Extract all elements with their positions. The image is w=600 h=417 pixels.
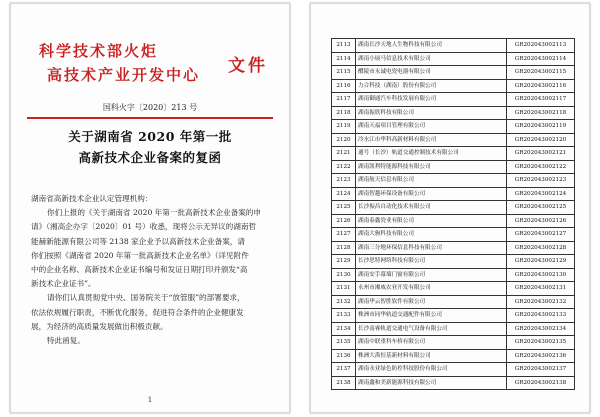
company-name-cell: 湖南安手幕墙门窗有限公司 bbox=[356, 268, 507, 282]
company-name-cell: 湖南永业绿色防控科技股份有限公司 bbox=[356, 363, 507, 377]
letterhead bbox=[25, 36, 277, 96]
table-row bbox=[332, 282, 575, 296]
row-number-cell: 2128 bbox=[332, 241, 356, 255]
body-line: 展，为经济的高质量发展做出积极贡献。 bbox=[31, 321, 168, 331]
row-number-cell: 2120 bbox=[332, 133, 356, 147]
row-number-cell: 2133 bbox=[332, 309, 356, 323]
certificate-number-cell: GR202043002118 bbox=[507, 106, 575, 120]
body-line: 特此函复。 bbox=[47, 336, 85, 346]
certificate-number-cell: GR202043002136 bbox=[507, 349, 575, 363]
table-row bbox=[332, 228, 575, 242]
certificate-number-cell: GR202043002121 bbox=[507, 147, 575, 161]
row-number-cell: 2138 bbox=[332, 376, 356, 390]
company-name-cell: 湖南鑫和美新能源科技有限公司 bbox=[356, 376, 507, 390]
company-name-cell: 株洲市同华轨道交通配件有限公司 bbox=[356, 309, 507, 323]
row-number-cell: 2113 bbox=[332, 39, 356, 53]
company-name-cell: 湖南长沙天地人生物科技有限公司 bbox=[356, 39, 507, 53]
table-row bbox=[332, 187, 575, 201]
row-number-cell: 2125 bbox=[332, 201, 356, 215]
letter-body bbox=[31, 192, 273, 348]
row-number-cell: 2135 bbox=[332, 336, 356, 350]
document-title-line1: 关于湖南省 2020 年第一批 bbox=[68, 129, 232, 144]
row-number-cell: 2117 bbox=[332, 93, 356, 107]
row-number-cell: 2129 bbox=[332, 255, 356, 269]
certificate-number-cell: GR202043002122 bbox=[507, 160, 575, 174]
enterprise-table bbox=[331, 38, 575, 390]
row-number-cell: 2114 bbox=[332, 52, 356, 66]
certificate-number-cell: GR202043002131 bbox=[507, 282, 575, 296]
row-number-cell: 2123 bbox=[332, 174, 356, 188]
row-number-cell: 2137 bbox=[332, 363, 356, 377]
company-name-cell: 长沙南睿轨道交通电气设备有限公司 bbox=[356, 322, 507, 336]
certificate-number-cell: GR202043002114 bbox=[507, 52, 575, 66]
letterhead-org-line2: 高技术产业开发中心 bbox=[47, 66, 201, 84]
company-name-cell: 湖南大驹科技有限公司 bbox=[356, 228, 507, 242]
row-number-cell: 2115 bbox=[332, 66, 356, 80]
company-name-cell: 永州市湘威农业开发有限公司 bbox=[356, 282, 507, 296]
body-line: 新技术企业证书”。 bbox=[31, 279, 96, 289]
body-line: 你们上报的《关于湖南省 2020 年第一批高新技术企业备案的申 bbox=[47, 208, 261, 218]
certificate-number-cell: GR202043002129 bbox=[507, 255, 575, 269]
certificate-number-cell: GR202043002130 bbox=[507, 268, 575, 282]
body-line: 请你们认真贯彻党中央、国务院关于“放管服”的部署要求， bbox=[47, 293, 245, 303]
table-row bbox=[332, 268, 575, 282]
row-number-cell: 2121 bbox=[332, 147, 356, 161]
company-name-cell: 湖南凯利特能源科技有限公司 bbox=[356, 160, 507, 174]
enterprise-table-body bbox=[332, 39, 575, 390]
row-number-cell: 2132 bbox=[332, 295, 356, 309]
row-number-cell: 2119 bbox=[332, 120, 356, 134]
table-row bbox=[332, 309, 575, 323]
company-name-cell: 湖南泰鑫瓷业有限公司 bbox=[356, 214, 507, 228]
row-number-cell: 2116 bbox=[332, 79, 356, 93]
body-line: 依法依规履行职责，不断优化服务，促进符合条件的企业健康发 bbox=[31, 307, 244, 317]
body-line: 能赫新能源有限公司等 2138 家企业予以高新技术企业备案，请 bbox=[31, 236, 245, 246]
company-name-cell: 湖南小展马信息技术有限公司 bbox=[356, 52, 507, 66]
certificate-number-cell: GR202043002124 bbox=[507, 187, 575, 201]
row-number-cell: 2134 bbox=[332, 322, 356, 336]
row-number-cell: 2131 bbox=[332, 282, 356, 296]
page-number: 1 bbox=[147, 396, 153, 404]
table-row bbox=[332, 322, 575, 336]
table-row bbox=[332, 133, 575, 147]
certificate-number-cell: GR202043002113 bbox=[507, 39, 575, 53]
row-number-cell: 2130 bbox=[332, 268, 356, 282]
letterhead-org-line1: 科学技术部火炬 bbox=[39, 42, 159, 60]
certificate-number-cell: GR202043002127 bbox=[507, 228, 575, 242]
body-line: 请》（湘高企办字〔2020〕01 号）收悉，现将公示无异议的湖南哲 bbox=[31, 222, 257, 232]
body-line: 你们按照《湖南省 2020 年第一批高新技术企业名单》（详见附件 bbox=[31, 250, 249, 260]
company-name-cell: 湖南天福项目管理有限公司 bbox=[356, 120, 507, 134]
company-name-cell: 冷水江市华科高新材料有限公司 bbox=[356, 133, 507, 147]
certificate-number-cell: GR202043002132 bbox=[507, 295, 575, 309]
table-row bbox=[332, 295, 575, 309]
company-name-cell: 湖南振欣科技有限公司 bbox=[356, 106, 507, 120]
table-row bbox=[332, 201, 575, 215]
table-row bbox=[332, 349, 575, 363]
body-line: 中的企业名称、高新技术企业证书编号和发证日期打印并颁发“高 bbox=[31, 265, 248, 275]
company-name-cell: 力合科技（湖南）股份有限公司 bbox=[356, 79, 507, 93]
document-title-line2: 高新技术企业备案的复函 bbox=[78, 150, 222, 165]
table-row bbox=[332, 255, 575, 269]
row-number-cell: 2136 bbox=[332, 349, 356, 363]
certificate-number-cell: GR202043002116 bbox=[507, 79, 575, 93]
row-number-cell: 2124 bbox=[332, 187, 356, 201]
letter-page bbox=[10, 3, 290, 413]
certificate-number-cell: GR202043002137 bbox=[507, 363, 575, 377]
table-row bbox=[332, 241, 575, 255]
certificate-number-cell: GR202043002125 bbox=[507, 201, 575, 215]
company-name-cell: 长沙思特网络科技有限公司 bbox=[356, 255, 507, 269]
table-row bbox=[332, 93, 575, 107]
row-number-cell: 2127 bbox=[332, 228, 356, 242]
certificate-number-cell: GR202043002115 bbox=[507, 66, 575, 80]
table-row bbox=[332, 66, 575, 80]
table-row bbox=[332, 52, 575, 66]
certificate-number-cell: GR202043002123 bbox=[507, 174, 575, 188]
table-row bbox=[332, 363, 575, 377]
enterprise-list-page bbox=[310, 3, 590, 413]
company-name-cell: 长沙振昌自动化技术有限公司 bbox=[356, 201, 507, 215]
certificate-number-cell: GR202043002117 bbox=[507, 93, 575, 107]
red-divider bbox=[27, 117, 273, 119]
company-name-cell: 湖南智越环保设备有限公司 bbox=[356, 187, 507, 201]
company-name-cell: 通号（长沙）轨道交通控制技术有限公司 bbox=[356, 147, 507, 161]
table-row bbox=[332, 174, 575, 188]
company-name-cell: 株洲大禹恒基新材料有限公司 bbox=[356, 349, 507, 363]
table-row bbox=[332, 336, 575, 350]
company-name-cell: 醴陵市永诚电瓷电器有限公司 bbox=[356, 66, 507, 80]
table-row bbox=[332, 214, 575, 228]
company-name-cell: 湖南航天信息有限公司 bbox=[356, 174, 507, 188]
row-number-cell: 2122 bbox=[332, 160, 356, 174]
document-number: 国科火字〔2020〕213 号 bbox=[102, 103, 198, 112]
table-row bbox=[332, 376, 575, 390]
row-number-cell: 2118 bbox=[332, 106, 356, 120]
salutation: 湖南省高新技术企业认定管理机构： bbox=[31, 194, 153, 203]
table-row bbox=[332, 160, 575, 174]
certificate-number-cell: GR202043002138 bbox=[507, 376, 575, 390]
certificate-number-cell: GR202043002126 bbox=[507, 214, 575, 228]
row-number-cell: 2126 bbox=[332, 214, 356, 228]
company-name-cell: 湖南三分地环保信息科技有限公司 bbox=[356, 241, 507, 255]
table-row bbox=[332, 120, 575, 134]
company-name-cell: 湖南华云智胜软件有限公司 bbox=[356, 295, 507, 309]
table-row bbox=[332, 147, 575, 161]
company-name-cell: 湖南中联重科车桥有限公司 bbox=[356, 336, 507, 350]
table-row bbox=[332, 79, 575, 93]
company-name-cell: 湖南御通汽车科技发展有限公司 bbox=[356, 93, 507, 107]
certificate-number-cell: GR202043002134 bbox=[507, 322, 575, 336]
table-row bbox=[332, 106, 575, 120]
certificate-number-cell: GR202043002119 bbox=[507, 120, 575, 134]
certificate-number-cell: GR202043002128 bbox=[507, 241, 575, 255]
table-row bbox=[332, 39, 575, 53]
letterhead-doc-word: 文件 bbox=[228, 56, 268, 76]
certificate-number-cell: GR202043002135 bbox=[507, 336, 575, 350]
certificate-number-cell: GR202043002120 bbox=[507, 133, 575, 147]
certificate-number-cell: GR202043002133 bbox=[507, 309, 575, 323]
